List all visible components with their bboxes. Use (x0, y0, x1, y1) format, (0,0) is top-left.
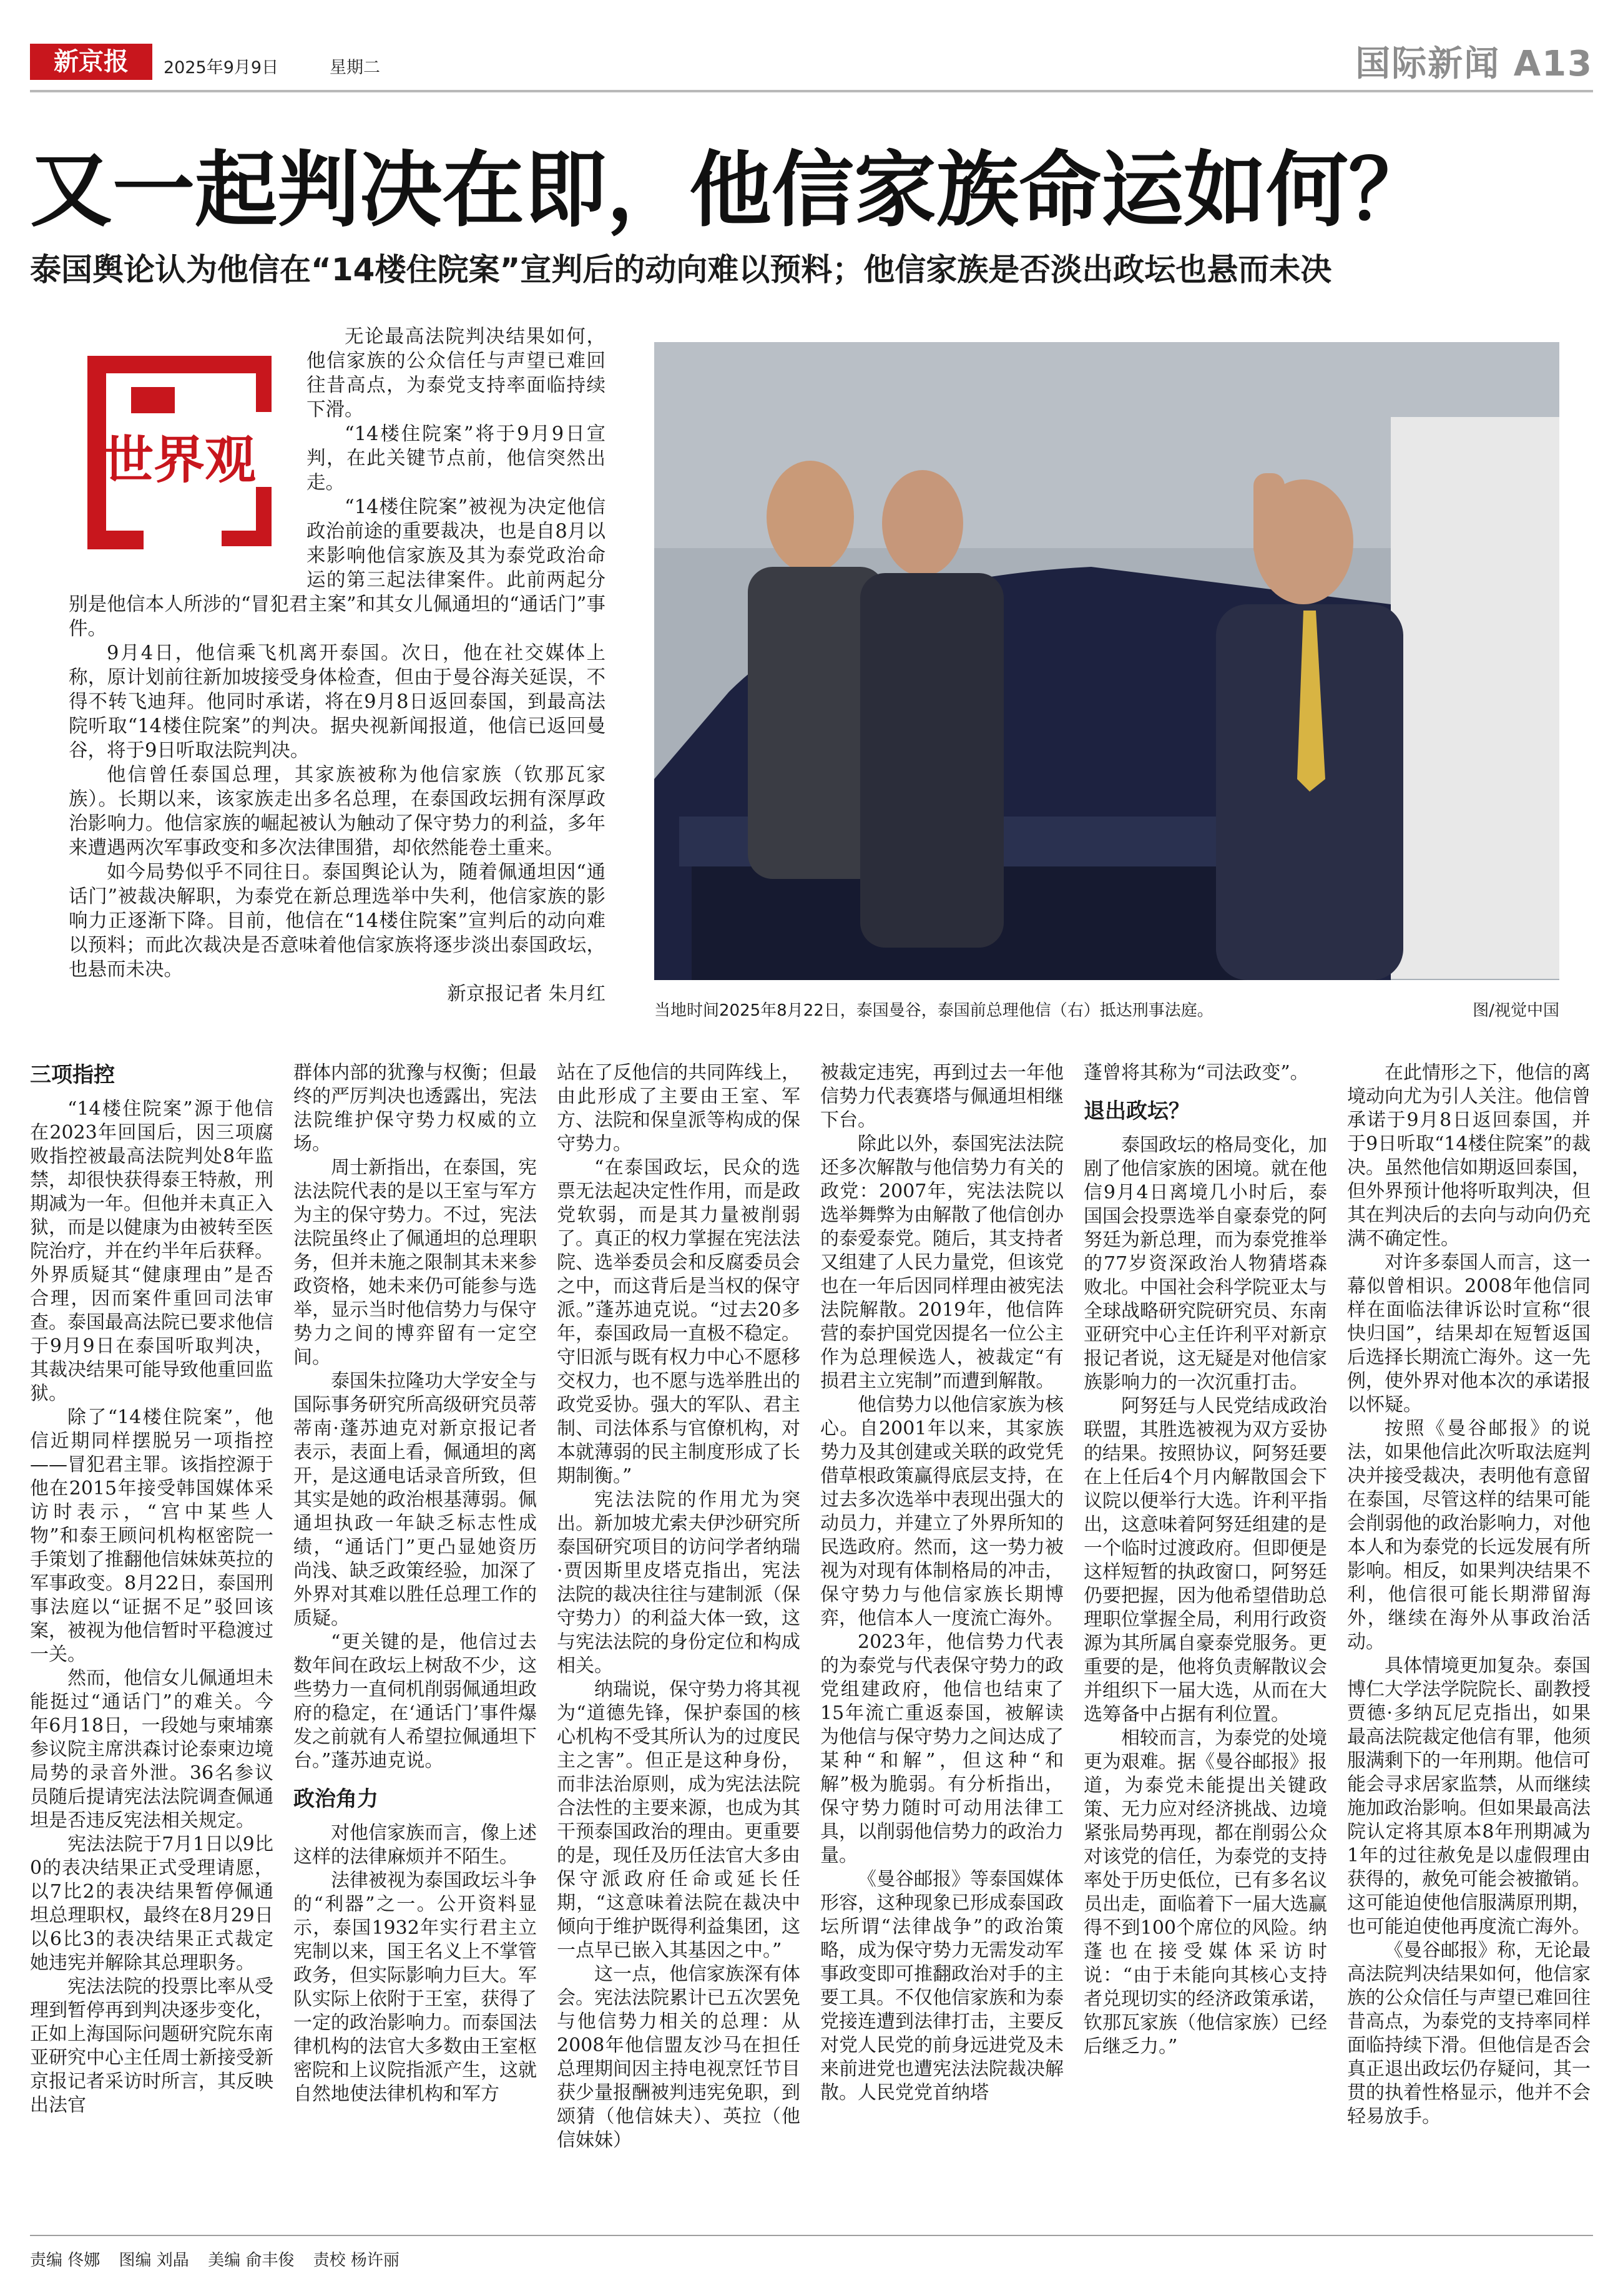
lead-paragraph: “14楼住院案”将于9月9日宣判，在此关键节点前，他信突然出走。 (306, 423, 606, 494)
news-photo (654, 342, 1559, 980)
body-paragraph: 相较而言，为泰党的处境更为艰难。据《曼谷邮报》报道，为泰党未能提出关键政策、无力应对经济挑战、边境紧张局势再现，都在削弱公众对该党的信任，为泰党的支持率处于历史低位，已有多名议员出走，面临着下一届大选赢得不到100个席位的风险。纳蓬也在接受媒体采访时说：“由于未能向其核心支持者兑现切实的经济政策承诺，钦那瓦家族（他信家族）已经后继乏力。” (1084, 1727, 1327, 2058)
newspaper-logo: 新京报 (30, 44, 152, 80)
issue-weekday: 星期二 (330, 58, 380, 77)
body-paragraph: 宪法法院于7月1日以9比0的表决结果正式受理请愿，以7比2的表决结果暂停佩通坦总理职权，最终在8月29日以6比3的表决结果正式裁定她违宪并解除其总理职务。 (30, 1833, 273, 1974)
body-paragraph: 宪法法院的作用尤为突出。新加坡尤索夫伊沙研究所泰国研究项目的访问学者纳瑞·贾因斯里皮塔克指出，宪法法院的裁决往往与建制派（保守势力）的利益大体一致，这与宪法法院的身份定位和构成相关。 (557, 1489, 800, 1677)
top-divider (30, 90, 1593, 92)
body-paragraph: 具体情境更加复杂。泰国博仁大学法学院院长、副教授贾德·多纳瓦尼克指出，如果最高法院裁定他信有罪，他须服满剩下的一年刑期。他信可能会寻求居家监禁，从而继续施加政治影响。但如果最高法院认定将其原本8年刑期减为1年的过往赦免是以虚假理由获得的，赦免可能会被撤销。这可能迫使他信服满原刑期，也可能迫使他再度流亡海外。 (1347, 1655, 1591, 1938)
body-paragraph: 阿努廷与人民党结成政治联盟，其胜选被视为双方妥协的结果。按照协议，阿努廷要在上任后4个月内解散国会下议院以便举行大选。许利平指出，这意味着阿努廷组建的是一个临时过渡政府。但即便是这样短暂的执政窗口，阿努廷仍要把握，因为他希望借助总理职位掌握全局，利用行政资源为其所属自豪泰党服务。更重要的是，他将负责解散议会并组织下一届大选，从而在大选筹备中占据有利位置。 (1084, 1395, 1327, 1725)
photo-caption-bar (654, 995, 1559, 1020)
body-paragraph: 对许多泰国人而言，这一幕似曾相识。2008年他信同样在面临法律诉讼时宣称“很快归国”，结果却在短暂返国后选择长期流亡海外。这一先例，使外界对他本次的承诺报以怀疑。 (1347, 1252, 1591, 1416)
column-badge-shape (69, 343, 290, 565)
bottom-divider (30, 2235, 1593, 2236)
body-paragraph: 站在了反他信的共同阵线上，由此形成了主要由王室、军方、法院和保皇派等构成的保守势力。 (557, 1062, 800, 1155)
body-paragraph: 泰国朱拉隆功大学安全与国际事务研究所高级研究员蒂蒂南·蓬苏迪克对新京报记者表示，表面上看，佩通坦的离开，是这通电话录音所致，但其实是她的政治根基薄弱。佩通坦执政一年缺乏标志性成绩，“通话门”更凸显她资历尚浅、缺乏政策经验，加深了外界对其难以胜任总理工作的质疑。 (293, 1370, 537, 1629)
photo-caption: 当地时间2025年8月22日，泰国曼谷，泰国前总理他信（右）抵达刑事法庭。 (654, 1001, 1214, 1020)
body-paragraph: 被裁定违宪，再到过去一年他信势力代表赛塔与佩通坦相继下台。 (820, 1062, 1064, 1131)
page-credits (30, 2247, 413, 2270)
article-column-6 (1347, 1061, 1591, 2129)
column-badge-text: 世界观 (102, 431, 257, 490)
body-paragraph: 2023年，他信势力代表的为泰党与代表保守势力的政党组建政府，他信也结束了15年流亡重返泰国，被解读为他信与保守势力之间达成了某种“和解”，但这种“和解”极为脆弱。有分析指出，保守势力随时可动用法律工具，以削弱他信势力的政治力量。 (820, 1631, 1064, 1867)
body-paragraph: 这一点，他信家族深有体会。宪法法院累计已五次罢免与他信势力相关的总理：从2008年他信盟友沙马在担任总理期间因主持电视烹饪节目获少量报酬被判违宪免职，到颂猜（他信妹夫）、英拉（他信妹妹） (557, 1963, 800, 2151)
headline: 又一起判决在即，他信家族命运如何？ (30, 142, 1431, 238)
body-paragraph: “在泰国政坛，民众的选票无法起决定性作用，而是政党软弱，而是其力量被削弱了。真正的权力掌握在宪法法院、选举委员会和反腐委员会之中，而这背后是当权的保守派。”蓬苏迪克说。“过去20多年，泰国政局一直极不稳定。守旧派与既有权力中心不愿移交权力，也不愿与选举胜出的政党妥协。强大的军队、君主制、司法体系与官僚机构，对本就薄弱的民主制度形成了长期制衡。” (557, 1157, 800, 1487)
body-paragraph: 他信势力以他信家族为核心。自2001年以来，其家族势力及其创建或关联的政党凭借草根政策赢得底层支持，在过去多次选举中表现出强大的动员力，并建立了外界所知的民选政府。然而，这一势力被视为对现有体制格局的冲击，保守势力与他信家族长期博弈，他信本人一度流亡海外。 (820, 1394, 1064, 1629)
article-column-4 (820, 1061, 1064, 2105)
lead-paragraph: 他信曾任泰国总理，其家族被称为他信家族（钦那瓦家族）。长期以来，该家族走出多名总理，在泰国政坛拥有深厚政治影响力。他信家族的崛起被认为触动了保守势力的利益，多年来遭遇两次军事政变和多次法律围猎，却依然能卷土重来。 (69, 764, 606, 859)
lead-paragraph: 如今局势似乎不同往日。泰国舆论认为，随着佩通坦因“通话门”被裁决解职，为泰党在新总理选举中失利，他信家族的影响力正逐渐下降。目前，他信在“14楼住院案”宣判后的动向难以预料；而此次裁决是否意味着他信家族将逐步淡出泰国政坛，也悬而未决。 (69, 861, 606, 981)
body-paragraph: 宪法法院的投票比率从受理到暂停再到判决逐步变化，正如上海国际问题研究院东南亚研究中心主任周士新接受新京报记者采访时所言，其反映出法官 (30, 1976, 273, 2116)
section-page-label: 国际新闻 A13 (1355, 44, 1593, 84)
body-paragraph: 泰国政坛的格局变化，加剧了他信家族的困境。就在他信9月4日离境几小时后，泰国国会投票选举自豪泰党的阿努廷为新总理，而为泰党推举的77岁资深政治人物猜塔森败北。中国社会科学院亚太与全球战略研究院研究员、东南亚研究中心主任许利平对新京报记者说，这无疑是对他信家族影响力的一次沉重打击。 (1084, 1134, 1327, 1393)
lead-paragraph: “14楼住院案”被视为决定他信政治前途的重要裁决，也是自8月以来影响他信家族及其为泰党政治命运的第三起法律案件。此前两起分别是他信本人所涉的“冒犯君主案”和其女儿佩通坦的“通话门”事件。 (69, 496, 606, 640)
body-paragraph: 在此情形之下，他信的离境动向尤为引人关注。他信曾承诺于9月8日返回泰国，并于9日听取“14楼住院案”的裁决。虽然他信如期返回泰国，但外界预计他将听取判决，但其在判决后的去向与动向仍充满不确定性。 (1347, 1062, 1591, 1250)
photo-editor-credit: 图编 刘晶 (119, 2251, 189, 2270)
body-paragraph: “14楼住院案”源于他信在2023年回国后，因三项腐败指控被最高法院判处8年监禁，却很快获得泰王特赦，刑期减为一年。但他并未真正入狱，而是以健康为由被转至医院治疗，并在约半年后获释。外界质疑其“健康理由”是否合理，因而案件重回司法审查。泰国最高法院已要求他信于9月9日在泰国听取判决，其裁决结果可能导致他重回监狱。 (30, 1098, 273, 1405)
body-paragraph: 纳瑞说，保守势力将其视为“道德先锋，保护泰国的核心机构不受其所认为的过度民主之害”。但正是这种身份，而非法治原则，成为宪法法院合法性的主要来源，也成为其干预泰国政治的理由。更重要的是，现任及历任法官大多由保守派政府任命或延长任期，“这意味着法院在裁决中倾向于维护既得利益集团，这一点早已嵌入其基因之中。” (557, 1679, 800, 1961)
subheadline: 泰国舆论认为他信在“14楼住院案”宣判后的动向难以预料；他信家族是否淡出政坛也悬而未决 (30, 252, 1332, 288)
photo-credit: 图/视觉中国 (1473, 1001, 1559, 1020)
body-paragraph: 按照《曼谷邮报》的说法，如果他信此次听取法庭判决并接受裁决，表明他有意留在泰国，尽管这样的结果可能会削弱他的政治影响力，对他本人和为泰党的长远发展有所影响。相反，如果判决结果不利，他信很可能长期滞留海外，继续在海外从事政治活动。 (1347, 1418, 1591, 1653)
section-heading: 政治角力 (293, 1787, 378, 1812)
section-heading: 退出政坛？ (1084, 1099, 1190, 1124)
body-paragraph: 除了“14楼住院案”，他信近期同样摆脱另一项指控——冒犯君主罪。该指控源于他在2015年接受韩国媒体采访时表示，“宫中某些人物”和泰王顾问机构枢密院一手策划了推翻他信妹妹英拉的军事政变。8月22日，泰国刑事法庭以“证据不足”驳回该案，被视为他信暂时平稳渡过一关。 (30, 1406, 273, 1666)
lead-paragraph: 9月4日，他信乘飞机离开泰国。次日，他在社交媒体上称，原计划前往新加坡接受身体检查，但由于曼谷海关延误，不得不转飞迪拜。他同时承诺，将在9月8日返回泰国，到最高法院听取“14楼住院案”的判决。据央视新闻报道，他信已返回曼谷，将于9日听取法院判决。 (69, 642, 606, 762)
photo-illustration (654, 342, 1559, 980)
body-paragraph: 蓬曾将其称为“司法政变”。 (1084, 1062, 1309, 1084)
lead-paragraph: 无论最高法院判决结果如何，他信家族的公众信任与声望已难回往昔高点，为泰党支持率面临持续下滑。 (306, 326, 606, 421)
issue-date: 2025年9月9日 (164, 58, 279, 77)
body-paragraph: 然而，他信女儿佩通坦未能挺过“通话门”的难关。今年6月18日，一段她与柬埔寨参议院主席洪森讨论泰柬边境局势的录音外泄。36名参议员随后提请宪法法院调查佩通坦是否违反宪法相关规定。 (30, 1667, 273, 1832)
body-paragraph: 《曼谷邮报》等泰国媒体形容，这种现象已形成泰国政坛所谓“法律战争”的政治策略，成为保守势力无需发动军事政变即可推翻政治对手的主要工具。不仅他信家族和为泰党接连遭到法律打击，主要反对党人民党的前身远进党及未来前进党也遭宪法法院裁决解散。人民党党首纳塔 (820, 1868, 1064, 2104)
art-editor-credit: 美编 俞丰俊 (208, 2251, 295, 2270)
body-paragraph: 周士新指出，在泰国，宪法法院代表的是以王室与军方为主的保守势力。不过，宪法法院虽终止了佩通坦的总理职务，但并未施之限制其未来参政资格，她未来仍可能参与选举，显示当时他信势力与保守势力之间的博弈留有一定空间。 (293, 1157, 537, 1368)
body-paragraph: 《曼谷邮报》称，无论最高法院判决结果如何，他信家族的公众信任与声望已难回往昔高点，为泰党的支持率同样面临持续下滑。但他信是否会真正退出政坛仍存疑问，其一贯的执着性格显示，他并不会轻易放手。 (1347, 1940, 1591, 2127)
article-column-5 (1084, 1061, 1327, 2059)
body-paragraph: 除此以外，泰国宪法法院还多次解散与他信势力有关的政党：2007年，宪法法院以选举舞弊为由解散了他信创办的泰爱泰党。随后，其支持者又组建了人民力量党，但该党也在一年后因同样理由被宪法法院解散。2019年，他信阵营的泰护国党因提名一位公主作为总理候选人，被裁定“有损君主立宪制”而遭到解散。 (820, 1133, 1064, 1392)
body-paragraph: 法律被视为泰国政坛斗争的“利器”之一。公开资料显示，泰国1932年实行君主立宪制以来，国王名义上不掌管政务，但实际影响力巨大。军队实际上依附于王室，获得了一定的政治影响力。而泰国法律机构的法官大多数由王室枢密院和上议院指派产生，这就自然地使法律机构和军方 (293, 1870, 537, 2105)
article-column-1 (30, 1061, 273, 2117)
masthead (30, 32, 1593, 89)
body-paragraph: 对他信家族而言，像上述这样的法律麻烦并不陌生。 (293, 1822, 537, 1868)
editor-credit: 责编 佟娜 (30, 2251, 101, 2270)
article-column-2 (293, 1061, 537, 2106)
article-column-3 (557, 1061, 800, 2152)
section-heading: 三项指控 (30, 1062, 115, 1087)
proofreader-credit: 责校 杨许丽 (313, 2251, 400, 2270)
reporter-byline: 新京报记者 朱月红 (447, 983, 606, 1005)
body-paragraph: “更关键的是，他信过去数年间在政坛上树敌不少，这些势力一直伺机削弱佩通坦政府的稳定，在‘通话门’事件爆发之前就有人希望拉佩通坦下台。”蓬苏迪克说。 (293, 1631, 537, 1772)
lead-text (69, 325, 606, 1006)
lead-section (69, 325, 606, 1036)
body-paragraph: 群体内部的犹豫与权衡；但最终的严厉判决也透露出，宪法法院维护保守势力权威的立场。 (293, 1062, 537, 1155)
